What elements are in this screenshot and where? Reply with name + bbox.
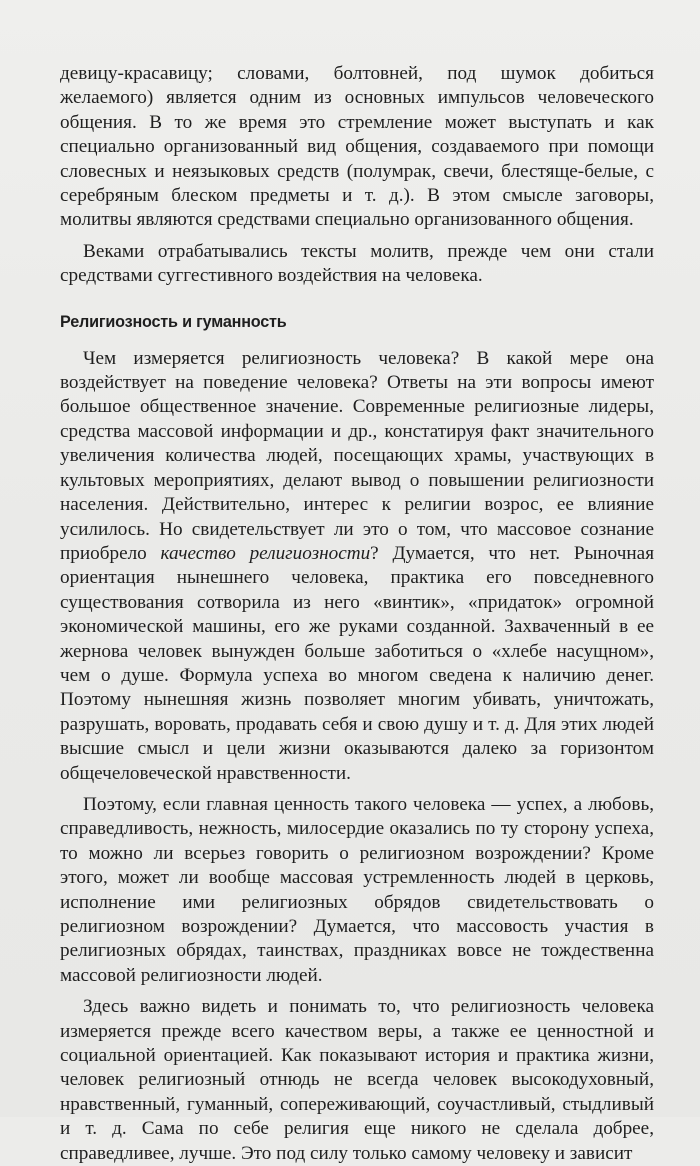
paragraph-continued: девицу-красавицу; словами, болтовней, под шумок добиться желаемого) является одним из основных импульсов человеческого общения. В то же время это стремление может выступать и как специально организованный вид общения, создаваемого при помощи словесных и неязыковых средств (полумрак, свечи, блестяще-белые, с серебряным блеском предметы и т. д.). В этом смысле заговоры, молитвы являются средствами специально организованного общения. bbox=[60, 63, 654, 231]
paragraph-religiosity bbox=[60, 347, 654, 786]
page-text bbox=[60, 62, 654, 1166]
paragraph-religiosity-part1: Чем измеряется религиозность человека? В какой мере она воздействует на поведение человека? Ответы на эти вопросы имеют большое общественное значение. Современные религиозные лидеры, средства массовой информации и др., констатируя факт значительного увеличения количества людей, посещающих храмы, участвующих в культовых мероприятиях, делают вывод о повышении религиозности населения. Действительно, интерес к религии возрос, ее влияние усилилось. Но свидетельствует ли это о том, что массовое сознание приобрело bbox=[60, 347, 654, 564]
paragraph-success: Поэтому, если главная ценность такого человека — успех, а любовь, справедливость, нежность, милосердие оказались по ту сторону успеха, то можно ли всерьез говорить о религиозном возрождении? Кроме этого, может ли вообще массовая устремленность людей в церковь, исполнение ими религиозных обрядов свидетельствовать о религиозном возрождении? Думается, что массовость участия в религиозных обрядах, таинствах, праздниках вовсе не тождественна массовой религиозности людей. bbox=[60, 793, 654, 986]
paragraph-prayers: Веками отрабатывались тексты молитв, прежде чем они стали средствами суггестивного воздействия на человека. bbox=[60, 240, 654, 287]
paragraph-faith-quality: Здесь важно видеть и понимать то, что религиозность человека измеряется прежде всего качеством веры, а также ее ценностной и социальной ориентацией. Как показывают история и практика жизни, человек религиозный отнюдь не всегда человек высокодуховный, нравственный, гуманный, сопереживающий, соучастливый, стыдливый и т. д. Сама по себе религия еще никого не сделала добрее, справедливее, лучше. Это под силу только самому человеку и зависит bbox=[60, 996, 654, 1164]
section-heading: Религиозность и гуманность bbox=[60, 312, 287, 331]
paragraph-religiosity-part2: ? Думается, что нет. Рыночная ориентация нынешнего человека, практика его повседневного существования сотворила из него «винтик», «придаток» огромной экономической машины, его же руками созданной. Захваченный в ее жернова человек вынужден больше заботиться о «хлебе насущном», чем о душе. Формула успеха во многом сведена к наличию денег. Поэтому нынешняя жизнь позволяет многим убивать, уничтожать, разрушать, воровать, продавать себя и свою душу и т. д. Для этих людей высшие смысл и цели жизни оказываются далеко за горизонтом общечеловеческой нравственности. bbox=[60, 542, 655, 784]
emphasis-quality-of-religiosity: качество религиозности bbox=[160, 542, 371, 564]
